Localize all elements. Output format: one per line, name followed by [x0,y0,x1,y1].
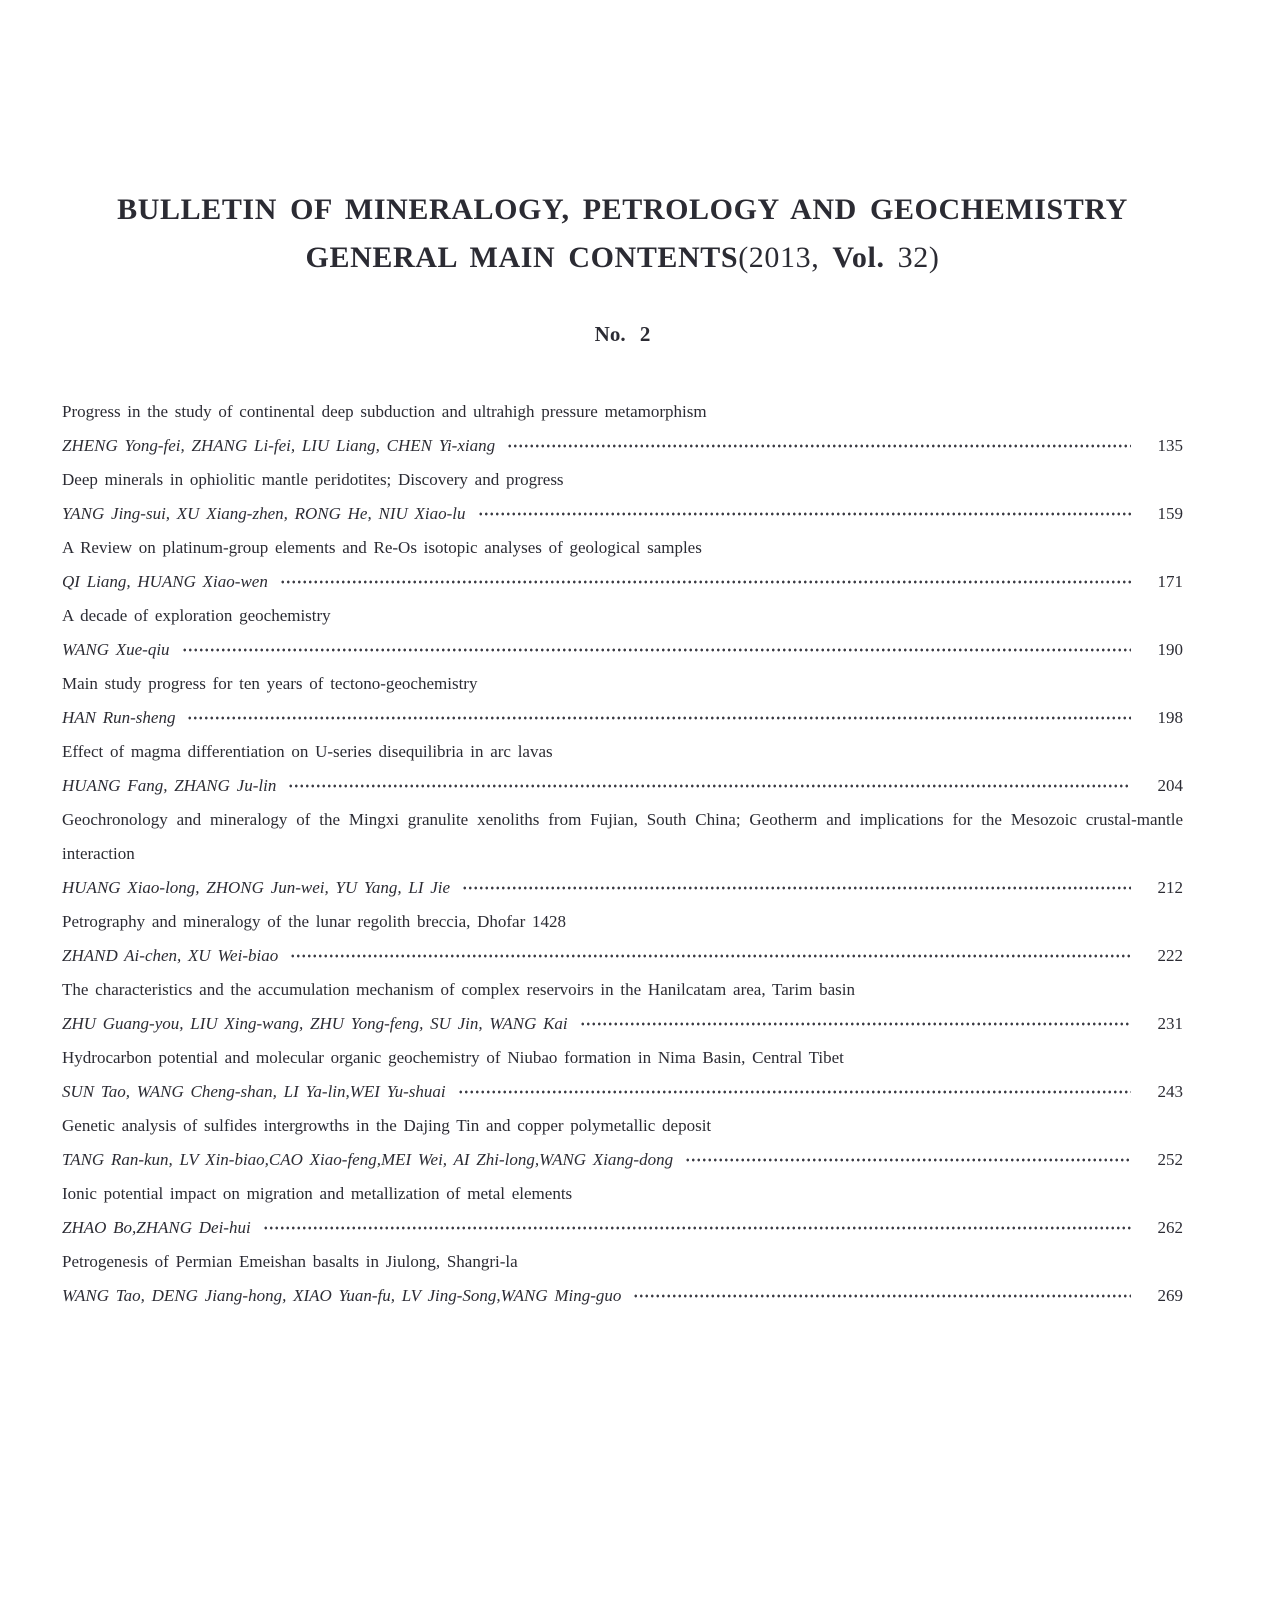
toc-entry [62,1245,1183,1313]
article-title: Genetic analysis of sulfides intergrowths in the Dajing Tin and copper polymetallic deposit [62,1116,712,1135]
toc-entry [62,1177,1183,1245]
page-number: 252 [1157,1150,1183,1169]
dot-leader [633,1279,1131,1313]
article-title: Deep minerals in ophiolitic mantle peridotites; Discovery and progress [62,470,564,489]
article-authors: SUN Tao, WANG Cheng-shan, LI Ya-lin,WEI Yu-shuai [62,1082,446,1101]
article-authors-row [62,565,1183,599]
vol-number: 32) [884,241,940,274]
article-title: Petrogenesis of Permian Emeishan basalts in Jiulong, Shangri-la [62,1252,518,1271]
toc-entry [62,599,1183,667]
article-authors: YANG Jing-sui, XU Xiang-zhen, RONG He, NIU Xiao-lu [62,504,466,523]
page-number: 190 [1157,640,1183,659]
dot-leader [263,1211,1131,1245]
toc-entry [62,735,1183,803]
article-authors: WANG Xue-qiu [62,640,170,659]
page-number: 198 [1157,708,1183,727]
article-authors-row [62,1211,1183,1245]
article-authors-row [62,633,1183,667]
toc-entry [62,1041,1183,1109]
article-authors: ZHAND Ai-chen, XU Wei-biao [62,946,279,965]
toc-entry [62,463,1183,531]
article-authors-row [62,939,1183,973]
article-title: Progress in the study of continental deep subduction and ultrahigh pressure metamorphism [62,402,707,421]
article-title: Main study progress for ten years of tectono-geochemistry [62,674,478,693]
toc-entry [62,667,1183,735]
article-authors: HAN Run-sheng [62,708,176,727]
page-number: 171 [1157,572,1183,591]
dot-leader [507,429,1131,463]
article-title: Petrography and mineralogy of the lunar regolith breccia, Dhofar 1428 [62,912,567,931]
toc-entry [62,803,1183,905]
article-authors-row [62,429,1183,463]
issue-number: No. 2 [594,322,651,346]
article-authors-row [62,1007,1183,1041]
article-title: Geochronology and mineralogy of the Mingxi granulite xenoliths from Fujian, South China; Geotherm and implications for the Mesozoic crustal-mantle interaction [62,810,1183,863]
contents-label: GENERAL MAIN CONTENTS [305,241,739,274]
dot-leader [187,701,1131,735]
article-authors-row [62,871,1183,905]
dot-leader [580,1007,1131,1041]
article-authors-row [62,1075,1183,1109]
toc-entry [62,531,1183,599]
dot-leader [280,565,1131,599]
article-authors-row [62,497,1183,531]
article-title: Ionic potential impact on migration and metallization of metal elements [62,1184,573,1203]
article-authors-row [62,701,1183,735]
journal-title-line1: BULLETIN OF MINERALOGY, PETROLOGY AND GEOCHEMISTRY [117,193,1128,226]
article-authors: HUANG Fang, ZHANG Ju-lin [62,776,277,795]
dot-leader [462,871,1131,905]
page-number: 231 [1157,1014,1183,1033]
page-number: 204 [1157,776,1183,795]
toc-entry [62,973,1183,1041]
article-authors: TANG Ran-kun, LV Xin-biao,CAO Xiao-feng,MEI Wei, AI Zhi-long,WANG Xiang-dong [62,1150,674,1169]
page-number: 222 [1157,946,1183,965]
page-number: 269 [1157,1286,1183,1305]
article-title: The characteristics and the accumulation mechanism of complex reservoirs in the Hanilcatam area, Tarim basin [62,980,856,999]
article-authors-row [62,1143,1183,1177]
article-title: A Review on platinum-group elements and Re-Os isotopic analyses of geological samples [62,538,702,557]
page-number: 243 [1157,1082,1183,1101]
article-authors: ZHENG Yong-fei, ZHANG Li-fei, LIU Liang, CHEN Yi-xiang [62,436,496,455]
dot-leader [290,939,1131,973]
page-number: 262 [1157,1218,1183,1237]
year-paren: (2013, [738,241,833,274]
article-authors: ZHU Guang-you, LIU Xing-wang, ZHU Yong-feng, SU Jin, WANG Kai [62,1014,568,1033]
article-authors-row [62,1279,1183,1313]
article-title: A decade of exploration geochemistry [62,606,331,625]
page-content [62,186,1183,1313]
dot-leader [685,1143,1131,1177]
dot-leader [288,769,1131,803]
page-number: 135 [1157,436,1183,455]
page-number: 212 [1157,878,1183,897]
page-title [62,186,1183,282]
vol-label: Vol. [832,241,885,274]
page-number: 159 [1157,504,1183,523]
toc-entry [62,905,1183,973]
journal-title-line2 [306,241,940,274]
dot-leader [478,497,1132,531]
dot-leader [182,633,1131,667]
toc-entry [62,395,1183,463]
article-title: Effect of magma differentiation on U-series disequilibria in arc lavas [62,742,553,761]
article-authors-row [62,769,1183,803]
article-authors: WANG Tao, DENG Jiang-hong, XIAO Yuan-fu, LV Jing-Song,WANG Ming-guo [62,1286,622,1305]
dot-leader [458,1075,1131,1109]
article-authors: HUANG Xiao-long, ZHONG Jun-wei, YU Yang, LI Jie [62,878,451,897]
article-title: Hydrocarbon potential and molecular organic geochemistry of Niubao formation in Nima Basin, Central Tibet [62,1048,844,1067]
toc-entry-list [62,395,1183,1313]
toc-entry [62,1109,1183,1177]
article-authors: QI Liang, HUANG Xiao-wen [62,572,268,591]
article-authors: ZHAO Bo,ZHANG Dei-hui [62,1218,251,1237]
